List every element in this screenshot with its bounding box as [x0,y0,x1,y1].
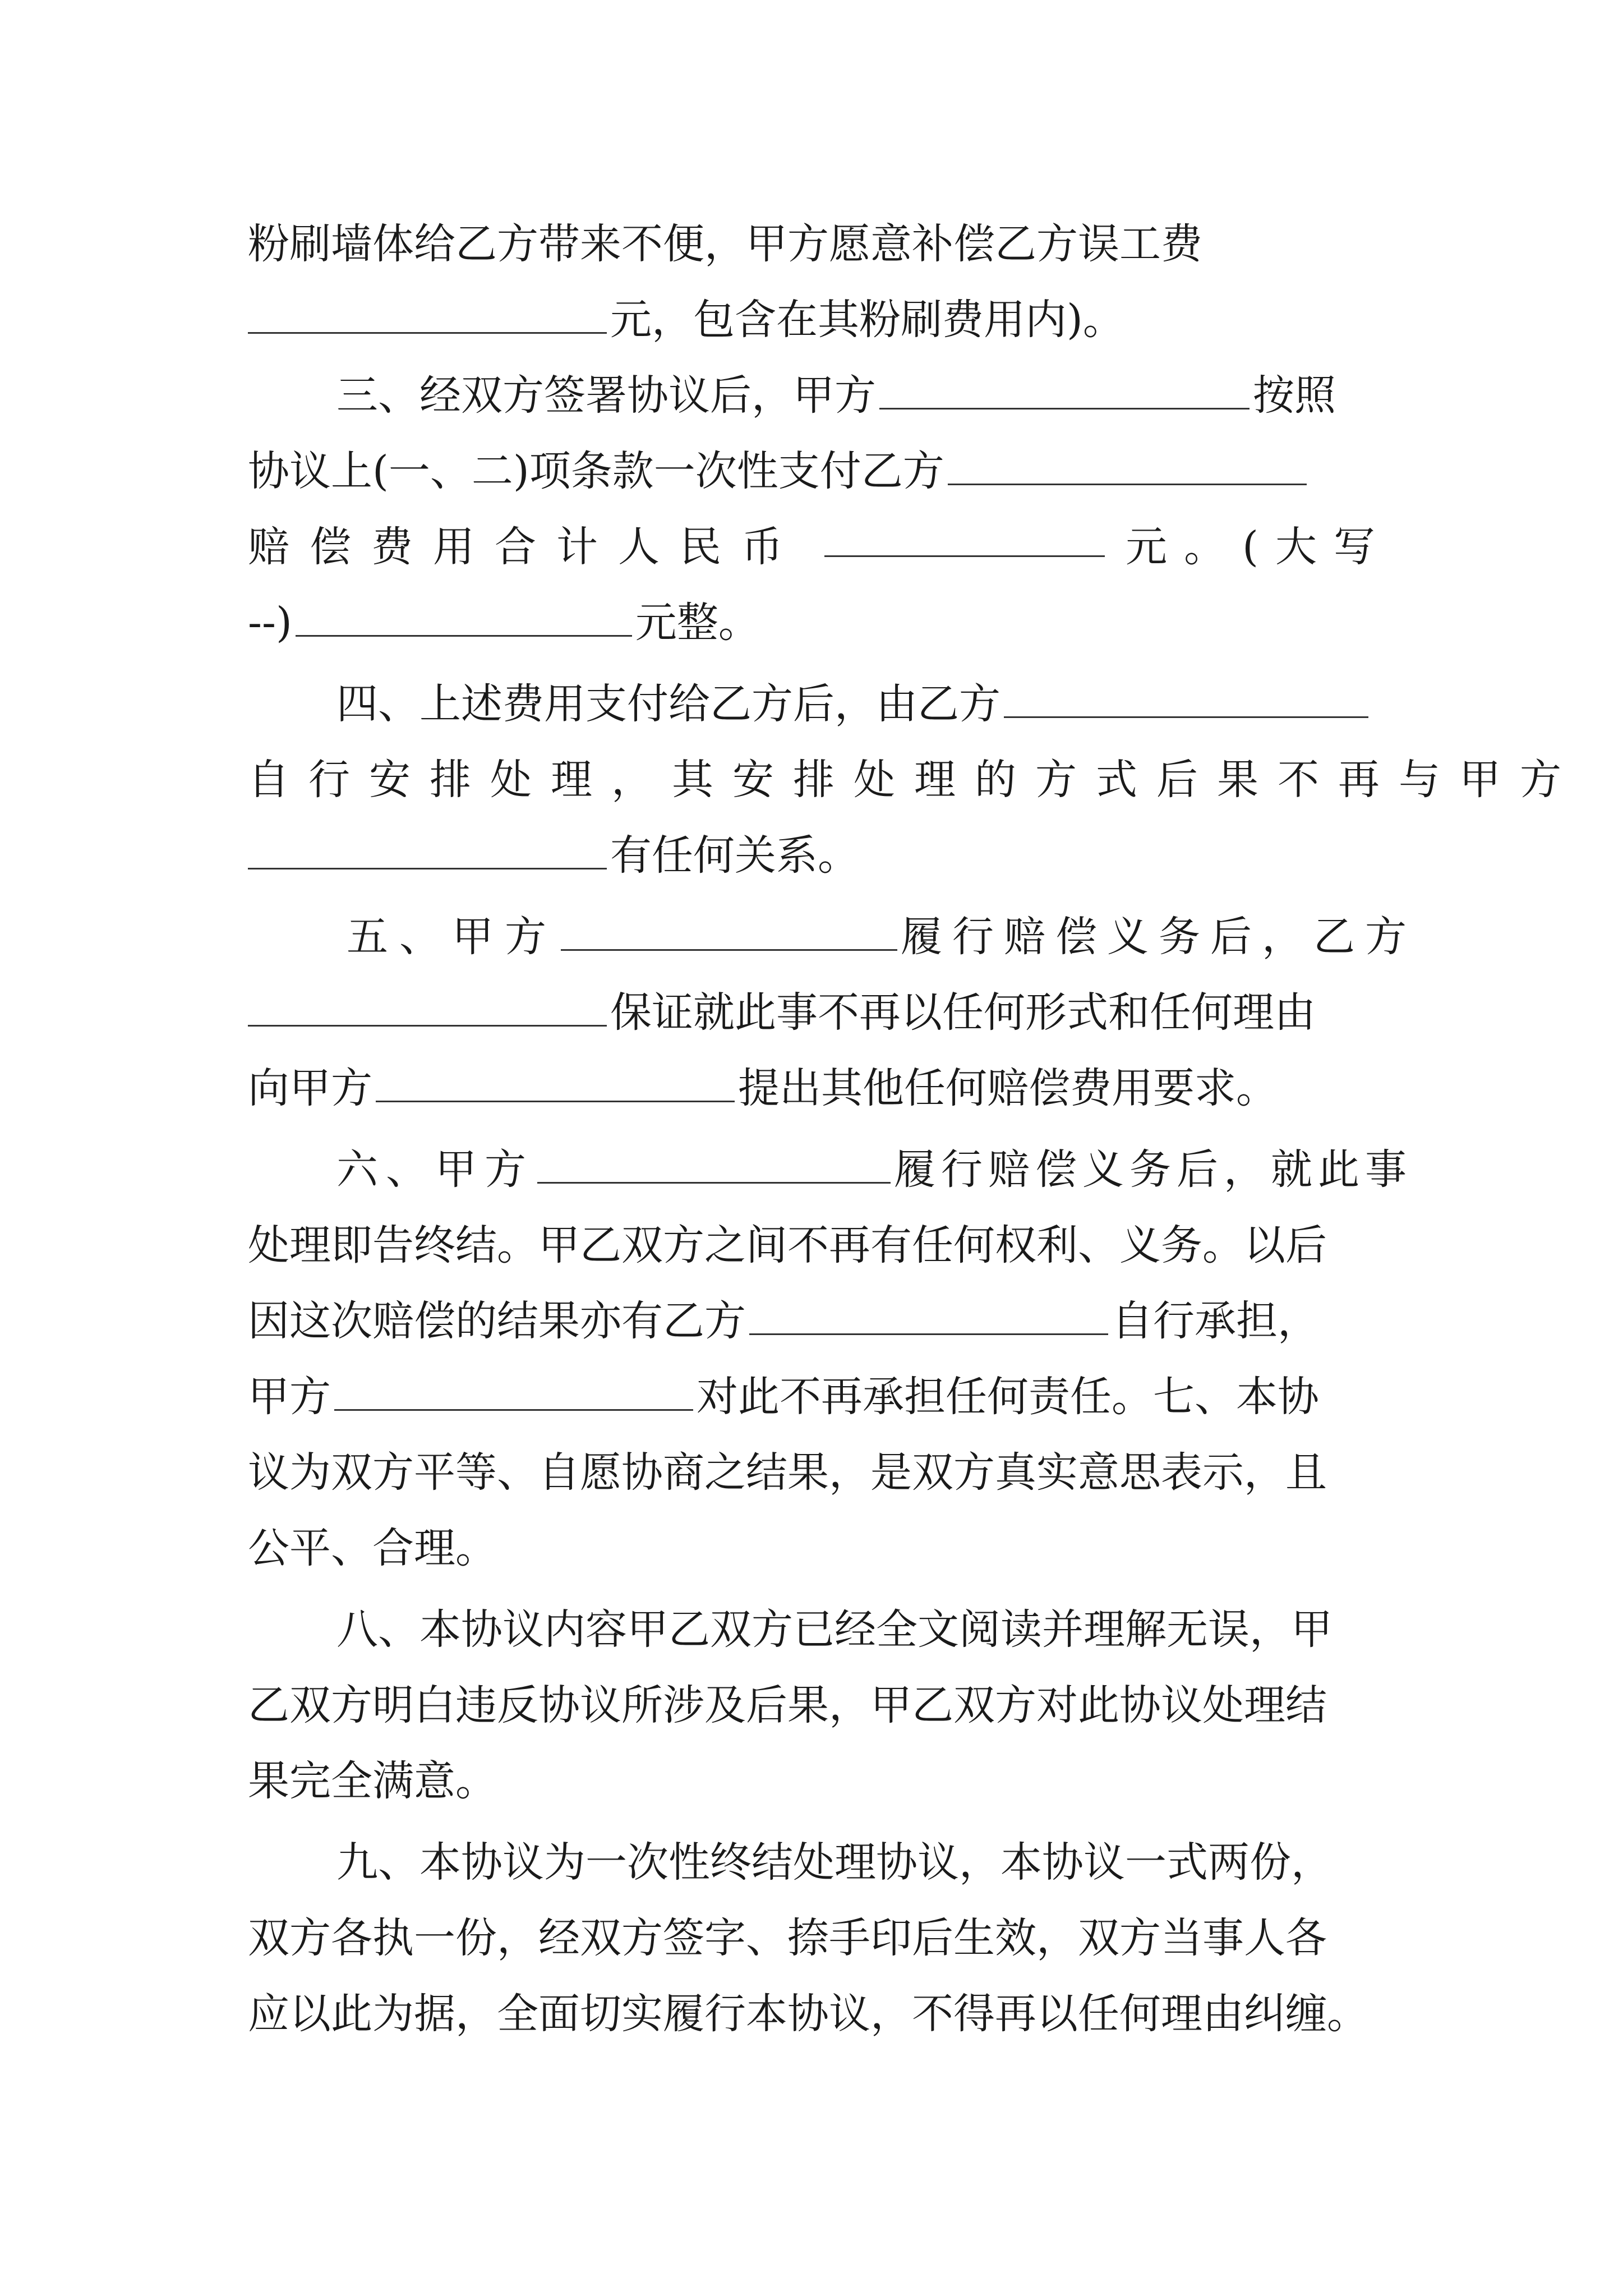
fill-in-blank [248,986,607,1027]
fill-in-blank [1004,677,1368,718]
line-text: 对此不再承担任何责任。七、本协 [697,1373,1319,1421]
fill-in-blank [749,1294,1108,1335]
text-line [248,1750,1392,1812]
clause-five-line [347,906,1417,968]
clause-eight-line [336,1599,1392,1660]
fill-in-blank [948,444,1307,485]
text-line [248,592,1392,654]
line-text: --) [248,599,292,647]
line-text: 协议上(一、二)项条款一次性支付乙方 [248,447,944,495]
text-line [248,1366,1392,1428]
line-text: 果完全满意。 [248,1757,497,1805]
text-line [248,1674,1392,1736]
line-text: 履行赔偿义务后，就此事 [894,1145,1412,1194]
line-text: 保证就此事不再以任何形式和任何理由 [610,988,1316,1037]
line-text: 因这次赔偿的结果亦有乙方 [248,1297,746,1345]
text-line [248,1057,1392,1119]
line-text: 自行承担， [1112,1297,1319,1345]
fill-in-blank [248,293,607,334]
fill-in-blank [561,910,897,951]
text-line [248,825,1392,886]
line-text: 元，包含在其粉刷费用内)。 [610,296,1124,344]
line-text: 议为双方平等、自愿协商之结果，是双方真实意思表示，且 [248,1448,1327,1497]
line-text: 九、本协议为一次性终结处理协议，本协议一式两份， [336,1838,1332,1887]
text-line [248,1442,1392,1503]
fill-in-blank [824,516,1105,557]
line-text: 甲方 [248,1373,331,1421]
line-text: 八、本协议内容甲乙双方已经全文阅读并理解无误，甲 [336,1605,1332,1654]
line-text: 有任何关系。 [610,831,859,880]
line-text: 公平、合理。 [248,1524,497,1572]
line-text: 提出其他任何赔偿费用要求。 [738,1064,1278,1112]
line-text: 处理即告终结。甲乙双方之间不再有任何权利、义务。以后 [248,1221,1327,1269]
clause-four-line [336,673,1392,735]
line-text: 赔偿费用合计人民币 [248,523,803,571]
line-text: 元。(大写 [1126,523,1392,571]
line-text: 应以此为据，全面切实履行本协议，不得再以任何理由纠缠。 [248,1990,1368,2038]
line-text: 元整。 [635,599,760,647]
text-line [248,1214,1392,1276]
line-text: 按照 [1253,371,1336,420]
line-text: 自行安排处理，其安排处理的方式后果不再与甲方 [248,756,1580,804]
fill-in-blank [296,596,632,637]
fill-in-blank [334,1370,693,1411]
line-text: 向甲方 [248,1064,372,1112]
line-text: 四、上述费用支付给乙方后，由乙方 [336,680,1000,728]
fill-in-blank [376,1061,735,1102]
line-text: 乙双方明白违反协议所涉及后果，甲乙双方对此协议处理结 [248,1681,1327,1729]
text-line [248,289,1392,351]
text-line [248,440,1392,502]
text-line [248,1517,1392,1579]
text-line [248,1983,1392,2045]
line-text: 粉刷墙体给乙方带来不便，甲方愿意补偿乙方误工费 [248,220,1202,268]
fill-in-blank [537,1143,891,1184]
fill-in-blank [879,369,1249,409]
text-line [248,516,1392,578]
line-text: 履行赔偿义务后，乙方 [901,913,1417,961]
line-text: 三、经双方签署协议后，甲方 [336,371,876,420]
line-text: 六、甲方 [336,1145,534,1194]
clause-six-line [336,1139,1412,1200]
text-line [248,982,1392,1043]
line-text: 双方各执一份，经双方签字、捺手印后生效，双方当事人各 [248,1914,1327,1962]
text-line [248,1290,1392,1352]
fill-in-blank [248,829,607,869]
text-line [248,749,1580,811]
clause-three-line [336,365,1392,426]
text-line [248,1907,1392,1969]
text-line [248,213,1392,275]
clause-nine-line [336,1832,1392,1893]
line-text: 五、甲方 [347,913,557,961]
